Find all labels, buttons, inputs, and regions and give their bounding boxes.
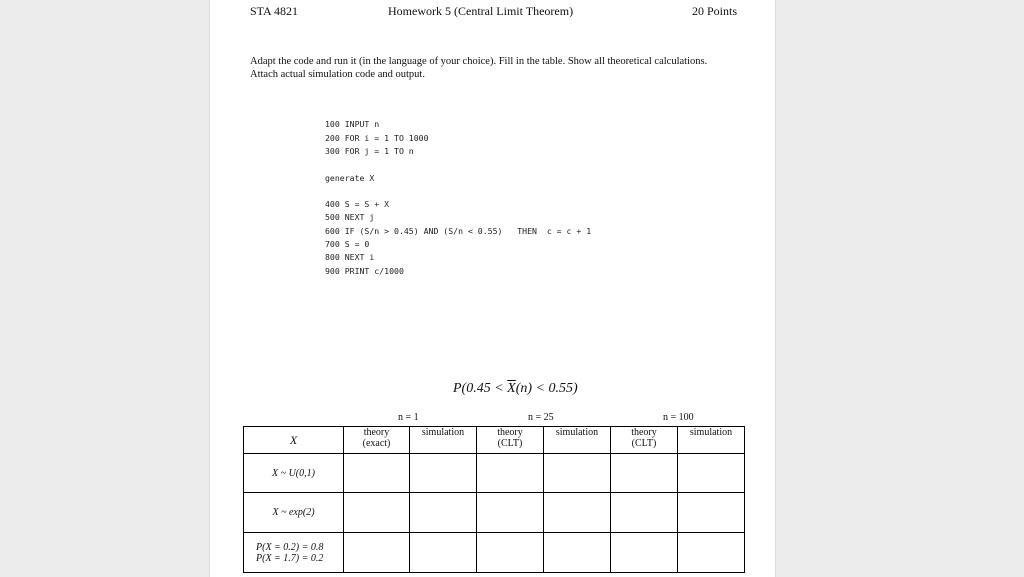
code-line: 800 NEXT i: [325, 252, 375, 262]
empty-cell: [678, 454, 745, 493]
empty-cell: [678, 533, 745, 573]
header-line2: (CLT): [631, 438, 657, 449]
code-line: 900 PRINT c/1000: [325, 266, 404, 276]
header-cell: [611, 427, 678, 454]
row-label: [244, 454, 344, 493]
row-label-line: P(X = 0.2) = 0.8: [256, 541, 324, 553]
empty-cell: [477, 454, 544, 493]
header-line1: theory: [363, 427, 390, 438]
code-line: 400 S = S + X: [325, 199, 390, 209]
empty-cell: [477, 533, 544, 573]
code-line: 600 IF (S/n > 0.45) AND (S/n < 0.55) THEN c = c + 1: [325, 226, 592, 236]
empty-cell: [344, 533, 410, 573]
course-code: STA 4821: [250, 4, 299, 18]
formula-left: P(0.45 <: [453, 381, 508, 396]
header-line2: (exact): [362, 438, 391, 449]
code-line: 100 INPUT n: [325, 119, 380, 129]
empty-cell: [410, 454, 477, 493]
code-line: generate X: [325, 173, 375, 183]
header-x: X: [244, 427, 344, 454]
header-line1: simulation: [689, 427, 733, 438]
table-row: [244, 493, 745, 533]
empty-cell: [544, 454, 611, 493]
points-label: 20 Points: [692, 4, 738, 18]
code-line: 300 FOR j = 1 TO n: [325, 146, 414, 156]
header-line2: (CLT): [497, 438, 523, 449]
n-label-1: n = 1: [398, 412, 419, 423]
empty-cell: [410, 533, 477, 573]
empty-cell: [544, 533, 611, 573]
code-line: 700 S = 0: [325, 239, 370, 249]
empty-cell: [344, 454, 410, 493]
row-label-line: P(X = 1.7) = 0.2: [256, 552, 324, 564]
n-label-100: n = 100: [663, 412, 694, 423]
empty-cell: [611, 493, 678, 533]
row-label-line: X ~ exp(2): [272, 507, 315, 518]
code-line: 500 NEXT j: [325, 212, 375, 222]
formula-xbar: $\overline{X}$: [507, 381, 516, 396]
row-label: [244, 493, 344, 533]
row-label-line: X ~ U(0,1): [272, 467, 315, 479]
empty-cell: [678, 493, 745, 533]
header-cell: [678, 427, 745, 454]
formula-right: (n) < 0.55): [515, 381, 578, 396]
header-line1: simulation: [555, 427, 599, 438]
n-label-25: n = 25: [528, 412, 554, 423]
empty-cell: [477, 493, 544, 533]
empty-cell: [544, 493, 611, 533]
table-row: [244, 454, 745, 493]
empty-cell: [344, 493, 410, 533]
code-line: 200 FOR i = 1 TO 1000: [325, 133, 429, 143]
empty-cell: [611, 533, 678, 573]
empty-cell: [410, 493, 477, 533]
header-cell: [477, 427, 544, 454]
header-line1: theory: [631, 427, 657, 438]
row-label: [244, 533, 344, 573]
homework-title: Homework 5 (Central Limit Theorem): [388, 4, 574, 18]
homework-page: [209, 0, 776, 577]
header-cell: [410, 427, 477, 454]
header-cell: [544, 427, 611, 454]
results-table: [243, 426, 745, 573]
probability-formula: [453, 381, 578, 397]
header-cell: [344, 427, 410, 454]
table-row: [244, 533, 745, 573]
instructions: Adapt the code and run it (in the language of your choice). Fill in the table. Show all theoretical calculations. Attach actual simulation code and output.: [250, 56, 708, 80]
table-header-row: [244, 427, 745, 454]
header-line1: simulation: [421, 427, 465, 438]
empty-cell: [611, 454, 678, 493]
header-line1: theory: [497, 427, 523, 438]
